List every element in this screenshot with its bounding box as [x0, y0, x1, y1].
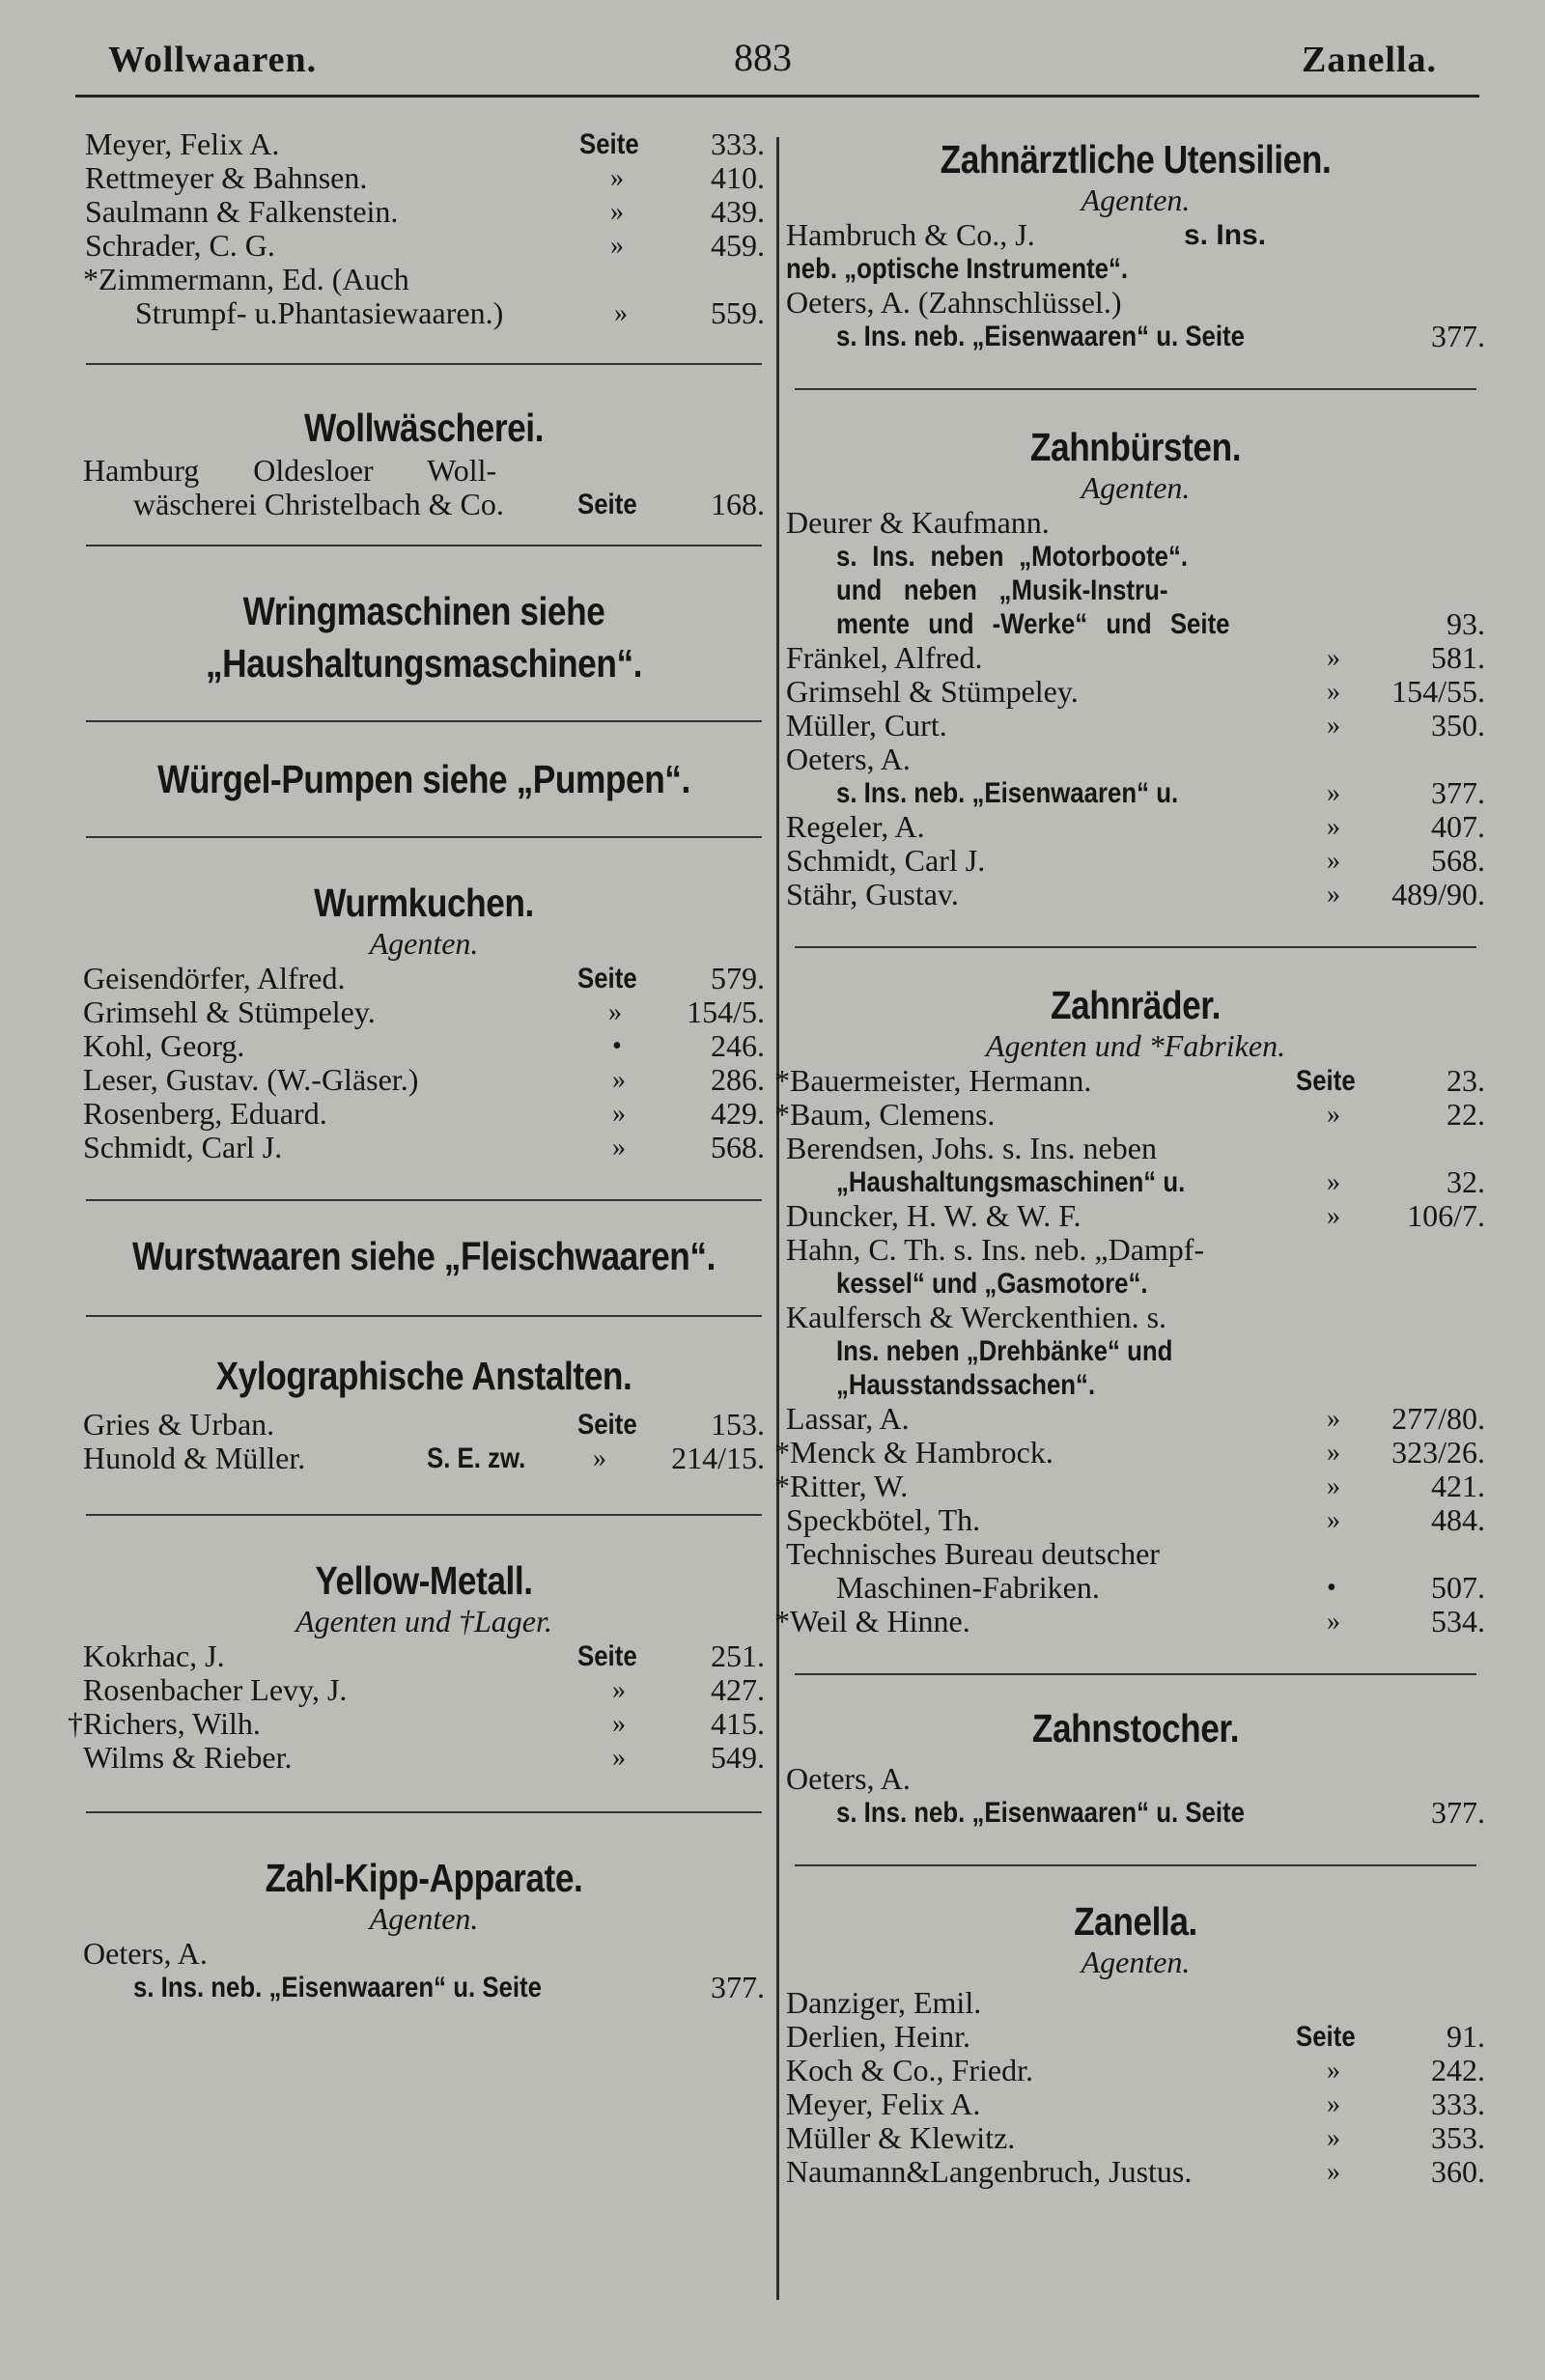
section-subhead: Agenten. [1081, 182, 1191, 217]
list-item: Oeters, A. (Zahnschlüssel.) [786, 285, 1122, 320]
section-zahl-kipp-apparate [83, 1856, 765, 2004]
section-subhead: Agenten und *Fabriken. [985, 1028, 1286, 1063]
list-item: s. Ins. neb. „Eisenwaaren“ u. Seite 377. [836, 319, 1485, 353]
list-item: Ins. neben „Drehbänke“ und [836, 1335, 1173, 1367]
list-item: Grimsehl & Stümpeley. » 154/5. [83, 994, 765, 1029]
section-title: Zahnbürsten. [1029, 425, 1242, 469]
list-item: Fränkel, Alfred. » 581. [786, 640, 1485, 675]
list-item: Oeters, A. [786, 1761, 911, 1796]
list-item: mente und -Werke“ und Seite 93. [836, 606, 1485, 641]
section-title: Zahl-Kipp-Apparate. [265, 1856, 583, 1900]
section-title: „Haushaltungsmaschinen“. [205, 641, 643, 686]
list-item: Grimsehl & Stümpeley. » 154/55. [786, 674, 1485, 709]
list-item: Derlien, Heinr. Seite 91. [786, 2019, 1485, 2054]
section-wringmaschinen [83, 589, 765, 686]
section-title: Zanella. [1074, 1899, 1197, 1944]
section-wurstwaaren [83, 1234, 765, 1278]
section-wollwaaren-continued [83, 127, 765, 330]
list-item: Rettmeyer & Bahnsen. » 410. [85, 160, 765, 195]
running-head [0, 36, 1545, 97]
list-item: Deurer & Kaufmann. [786, 505, 1050, 540]
section-title: Wollwäscherei. [303, 406, 545, 450]
section-zanella [786, 1899, 1485, 2189]
list-item: Oeters, A. [83, 1936, 208, 1971]
list-item: Schrader, C. G. » 459. [85, 228, 765, 263]
right-column [774, 127, 1485, 2189]
list-item: Kaulfersch & Werckenthien. s. [786, 1300, 1167, 1334]
list-item: Hamburg Oldesloer Woll- [83, 453, 497, 488]
list-item: *Baum, Clemens. » 22. [774, 1097, 1485, 1132]
section-title: Wringmaschinen siehe [242, 589, 605, 633]
list-item: Müller, Curt. » 350. [786, 708, 1485, 742]
list-item: Leser, Gustav. (W.-Gläser.) » 286. [83, 1062, 765, 1097]
list-item: *Menck & Hambrock. » 323/26. [774, 1435, 1485, 1470]
section-title: Zahnräder. [1051, 983, 1221, 1027]
list-item: wäscherei Christelbach & Co. Seite 168. [133, 487, 765, 521]
list-item: *Bauermeister, Hermann. Seite 23. [774, 1063, 1485, 1098]
section-subhead: Agenten und †Lager. [295, 1604, 552, 1638]
section-subhead: Agenten. [1081, 470, 1191, 505]
header-rule [75, 95, 1479, 98]
list-item: Koch & Co., Friedr. » 242. [786, 2053, 1485, 2087]
list-item: Hambruch & Co., J. s. Ins. [786, 217, 1267, 252]
left-column [68, 126, 765, 2004]
section-separator [795, 1673, 1476, 1675]
list-item: neb. „optische Instrumente“. [786, 253, 1129, 285]
section-separator [86, 363, 762, 365]
list-item: Oeters, A. [786, 742, 911, 776]
list-item: *Ritter, W. » 421. [774, 1469, 1485, 1503]
section-yellow-metall [68, 1558, 765, 1775]
list-item: Kokrhac, J. Seite 251. [83, 1638, 765, 1673]
list-item: Wilms & Rieber. » 549. [83, 1740, 765, 1775]
list-item: Berendsen, Johs. s. Ins. neben [786, 1131, 1157, 1165]
section-subhead: Agenten. [1081, 1945, 1191, 1979]
running-head-left: Wollwaaren. [108, 40, 318, 80]
section-separator [795, 946, 1476, 948]
running-head-right: Zanella. [1302, 40, 1437, 80]
list-item: Naumann&Langenbruch, Justus. » 360. [786, 2154, 1485, 2189]
list-item: Saulmann & Falkenstein. » 439. [85, 194, 765, 229]
list-item: *Zimmermann, Ed. (Auch [83, 262, 409, 296]
list-item: s. Ins. neben „Motorboote“. [836, 541, 1189, 573]
section-subhead: Agenten. [369, 926, 479, 961]
list-item: Rosenberg, Eduard. » 429. [83, 1096, 765, 1131]
list-item: Geisendörfer, Alfred. Seite 579. [83, 961, 765, 995]
page-number: 883 [734, 36, 792, 79]
section-separator [86, 1315, 762, 1317]
section-zahnstocher [786, 1706, 1485, 1830]
section-title: Yellow-Metall. [315, 1558, 533, 1603]
list-item: und neben „Musik-Instru- [836, 574, 1168, 606]
section-title: Wurmkuchen. [314, 881, 534, 925]
list-item: „Hausstandssachen“. [836, 1369, 1096, 1401]
section-subhead: Agenten. [369, 1901, 479, 1936]
section-separator [795, 388, 1476, 390]
list-item: Technisches Bureau deutscher [786, 1536, 1160, 1571]
list-item: †Richers, Wilh. » 415. [68, 1706, 765, 1741]
section-separator [86, 1811, 762, 1813]
section-zahnaerztliche-utensilien [786, 137, 1485, 353]
list-item: Maschinen-Fabriken. • 507. [836, 1570, 1485, 1605]
section-separator [795, 1864, 1476, 1866]
list-item: Meyer, Felix A. » 333. [786, 2086, 1485, 2121]
list-item: Kohl, Georg. • 246. [83, 1028, 765, 1063]
list-item: Müller & Klewitz. » 353. [786, 2120, 1485, 2155]
section-title: Wurstwaaren siehe „Fleischwaaren“. [132, 1234, 716, 1278]
list-item: Stähr, Gustav. » 489/90. [786, 877, 1485, 911]
column-divider [776, 137, 779, 2300]
list-item: s. Ins. neb. „Eisenwaaren“ u. Seite 377. [133, 1970, 765, 2004]
list-item: Hahn, C. Th. s. Ins. neb. „Dampf- [786, 1232, 1205, 1267]
section-title: Zahnstocher. [1031, 1706, 1240, 1750]
list-item: Hunold & Müller. S. E. zw. » 214/15. [83, 1441, 765, 1475]
list-item: Schmidt, Carl J. » 568. [786, 843, 1485, 878]
section-separator [86, 545, 762, 546]
list-item: s. Ins. neb. „Eisenwaaren“ u. » 377. [836, 775, 1485, 810]
section-xylographische [83, 1354, 765, 1475]
list-item: Gries & Urban. Seite 153. [83, 1407, 765, 1442]
list-item: Regeler, A. » 407. [786, 809, 1485, 844]
list-item: Lassar, A. » 277/80. [786, 1401, 1485, 1436]
list-item: kessel“ und „Gasmotore“. [836, 1268, 1148, 1300]
section-title: Xylographische Anstalten. [215, 1354, 632, 1398]
list-item: Rosenbacher Levy, J. » 427. [83, 1672, 765, 1707]
list-item: s. Ins. neb. „Eisenwaaren“ u. Seite 377. [836, 1795, 1485, 1830]
section-zahnbuersten [786, 425, 1485, 911]
section-wollwascherei [83, 406, 765, 521]
section-title: Zahnärztliche Utensilien. [940, 137, 1332, 182]
list-item: „Haushaltungsmaschinen“ u. » 32. [836, 1164, 1485, 1199]
section-zahnraeder [774, 983, 1485, 1638]
list-item: *Weil & Hinne. » 534. [774, 1604, 1485, 1638]
section-wurgel-pumpen [83, 757, 765, 801]
section-separator [86, 720, 762, 722]
section-title: Würgel-Pumpen siehe „Pumpen“. [157, 757, 690, 801]
list-item: Meyer, Felix A. Seite 333. [85, 126, 765, 161]
list-item: Strumpf- u.Phantasiewaaren.) » 559. [135, 295, 765, 330]
section-separator [86, 1514, 762, 1516]
section-separator [86, 836, 762, 838]
list-item: Danziger, Emil. [786, 1985, 982, 2020]
section-separator [86, 1199, 762, 1201]
list-item: Schmidt, Carl J. » 568. [83, 1130, 765, 1164]
list-item: Duncker, H. W. & W. F. » 106/7. [786, 1198, 1485, 1233]
list-item: Speckbötel, Th. » 484. [786, 1502, 1485, 1537]
section-wurmkuchen [83, 881, 765, 1164]
